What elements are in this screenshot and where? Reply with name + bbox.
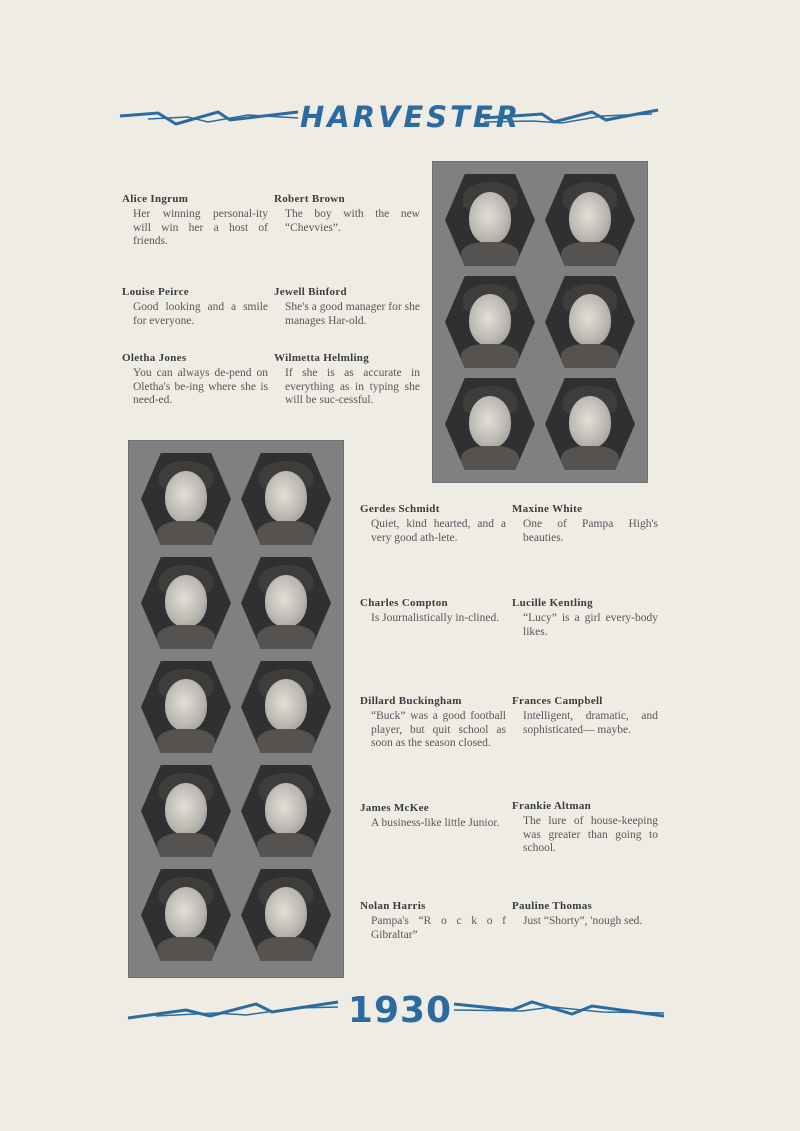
portrait-photo <box>241 557 331 649</box>
student-entry <box>512 800 658 856</box>
portrait-photo <box>241 869 331 961</box>
yearbook-year: 1930 <box>347 990 453 1031</box>
student-description: Intelligent, dramatic, and sophisticated— maybe. <box>523 710 658 736</box>
student-entry <box>274 193 420 235</box>
student-entry <box>122 193 268 249</box>
student-entry <box>512 503 658 545</box>
portrait-photo <box>241 661 331 753</box>
footer-left-lightning-ornament <box>126 996 340 1024</box>
student-entry <box>122 352 268 408</box>
student-name: Oletha Jones <box>122 352 187 364</box>
student-name: Nolan Harris <box>360 900 426 912</box>
portrait-photo <box>141 765 231 857</box>
photo-panel-upper <box>432 161 648 483</box>
student-name: Robert Brown <box>274 193 345 205</box>
student-entry <box>122 286 268 328</box>
student-description: Just “Shorty”, 'nough sed. <box>523 915 643 927</box>
student-name: Frankie Altman <box>512 800 592 812</box>
header-left-lightning-ornament <box>118 104 300 130</box>
portrait-photo <box>241 765 331 857</box>
student-entry <box>512 597 658 639</box>
portrait-photo <box>141 453 231 545</box>
portrait-photo <box>545 378 635 470</box>
student-name: Wilmetta Helmling <box>274 352 370 364</box>
student-name: Maxine White <box>512 503 583 515</box>
student-entry <box>274 286 420 328</box>
portrait-photo <box>545 174 635 266</box>
student-entry <box>274 352 420 408</box>
portrait-photo <box>445 174 535 266</box>
student-description: “Buck” was a good football player, but quit school as soon as the season closed. <box>371 710 506 749</box>
student-entry <box>360 695 506 751</box>
student-entry <box>512 900 658 929</box>
portrait-photo <box>445 276 535 368</box>
student-name: Pauline Thomas <box>512 900 593 912</box>
student-description: Quiet, kind hearted, and a very good ath-lete. <box>371 518 506 544</box>
student-name: James McKee <box>360 802 429 814</box>
portrait-photo <box>141 869 231 961</box>
student-name: Jewell Binford <box>274 286 347 298</box>
student-description: Pampa's “R o c k o f Gibraltar” <box>371 915 506 941</box>
student-name: Louise Peirce <box>122 286 189 298</box>
portrait-photo <box>141 557 231 649</box>
footer-right-lightning-ornament <box>452 996 666 1024</box>
student-description: A business-like little Junior. <box>371 817 500 829</box>
student-name: Dillard Buckingham <box>360 695 462 707</box>
portrait-photo <box>141 661 231 753</box>
student-description: The boy with the new “Chevvies”. <box>285 208 420 234</box>
student-description: Good looking and a smile for everyone. <box>133 301 268 327</box>
student-entry <box>360 597 506 626</box>
student-description: If she is as accurate in everything as in typing she will be suc-cessful. <box>285 367 420 406</box>
student-entry <box>360 900 506 942</box>
student-description: She's a good manager for she manages Har-old. <box>285 301 420 327</box>
photo-panel-lower <box>128 440 344 978</box>
header-right-lightning-ornament <box>482 104 660 130</box>
student-entry <box>360 503 506 545</box>
student-name: Alice Ingrum <box>122 193 189 205</box>
portrait-photo <box>445 378 535 470</box>
student-entry <box>512 695 658 737</box>
student-name: Charles Compton <box>360 597 448 609</box>
student-description: The lure of house-keeping was greater than going to school. <box>523 815 658 854</box>
student-description: Is Journalistically in-clined. <box>371 612 500 624</box>
student-description: One of Pampa High's beauties. <box>523 518 658 544</box>
student-description: “Lucy” is a girl every-body likes. <box>523 612 658 638</box>
student-entry <box>360 802 506 831</box>
student-description: You can always de-pend on Oletha's be-ing where she is need-ed. <box>133 367 268 406</box>
portrait-photo <box>545 276 635 368</box>
student-name: Frances Campbell <box>512 695 603 707</box>
student-name: Gerdes Schmidt <box>360 503 440 515</box>
student-description: Her winning personal-ity will win her a host of friends. <box>133 208 268 247</box>
student-name: Lucille Kentling <box>512 597 593 609</box>
yearbook-title: HARVESTER <box>300 100 522 134</box>
portrait-photo <box>241 453 331 545</box>
